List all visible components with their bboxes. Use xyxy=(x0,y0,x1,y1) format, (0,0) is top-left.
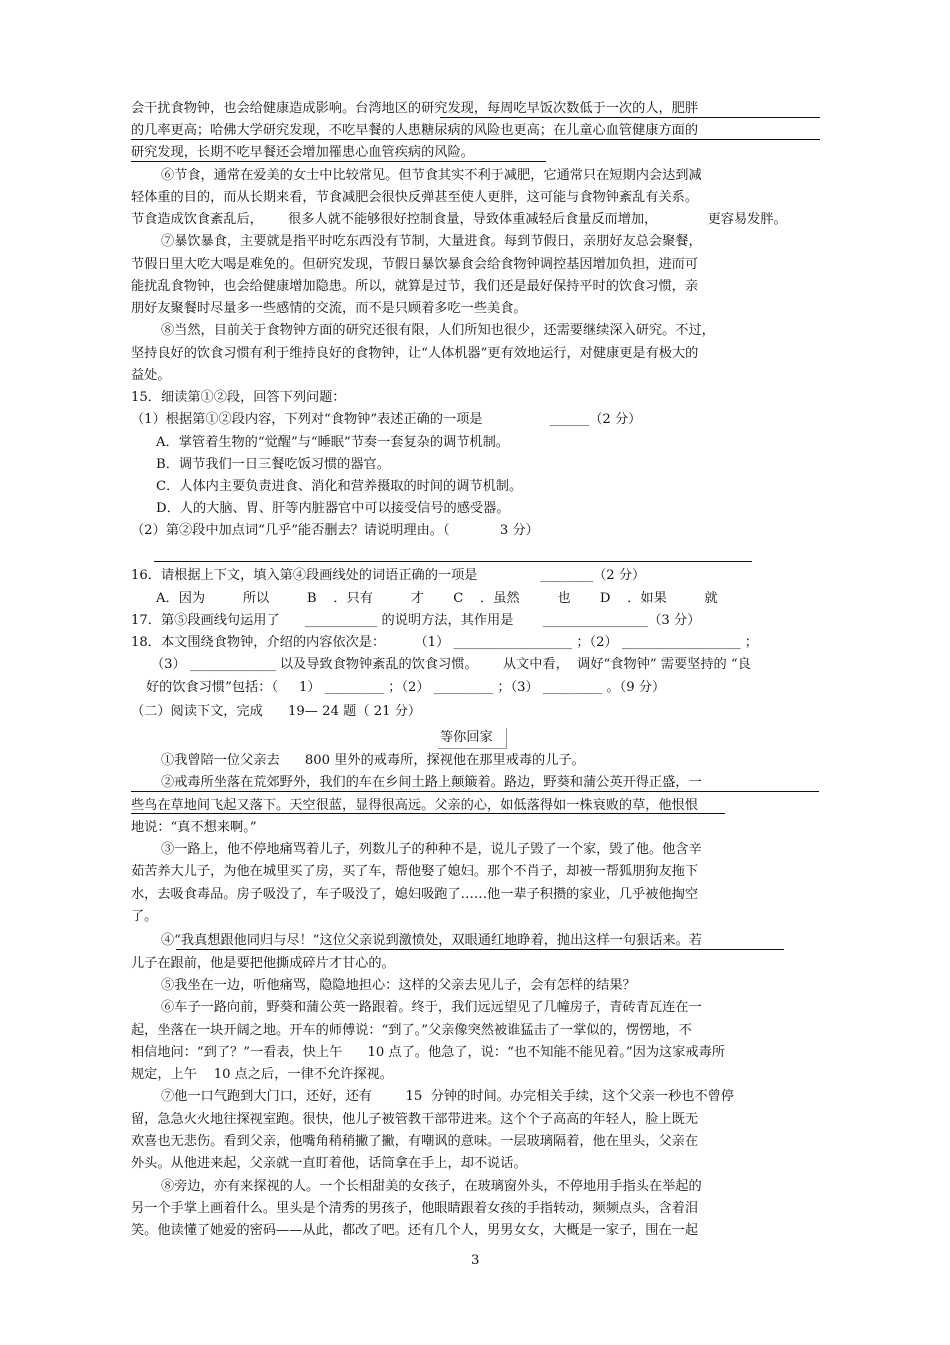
text-line: （1）根据第①②段内容，下列对“食物钟”表述正确的一项是 ______（2 分） xyxy=(131,412,642,427)
text-line: 另一个手掌上画着什么。里头是个清秀的男孩子，他眼睛跟着女孩的手指转动，频频点头，含着泪 xyxy=(131,1201,699,1216)
underline-rule xyxy=(440,117,820,118)
text-line: 外头。从他进来起，父亲就一直盯着他，话筒拿在手上，却不说话。 xyxy=(131,1156,527,1171)
text-line: 益处。 xyxy=(131,368,171,383)
text-line: 起，坐落在一块开阔之地。开车的师傅说：“到了。”父亲像突然被谁猛击了一掌似的，愣愣地，不 xyxy=(131,1023,692,1038)
text-line: ⑦暴饮暴食，主要就是指平时吃东西没有节制，大量进食。每到节假日，亲朋好友总会聚餐， xyxy=(161,234,702,249)
underline-rule xyxy=(131,791,819,792)
text-line: ③一路上，他不停地痛骂着儿子，列数儿子的种种不是，说儿子毁了一个家，毁了他。他含辛 xyxy=(161,842,702,857)
text-line: ②戒毒所坐落在荒郊野外，我们的车在乡间土路上颠簸着。路边，野葵和蒲公英开得正盛，一 xyxy=(161,775,702,790)
text-line: 18．本文围绕食物钟，介绍的内容依次是： （1） __________________ ；（2） __________________ ； xyxy=(131,635,758,650)
text-line: 研究发现，长期不吃早餐还会增加罹患心血管疾病的风险。 xyxy=(131,145,474,160)
text-line: 茹苦养大儿子，为他在城里买了房，买了车，帮他娶了媳妇。那个不肖子，却被一帮狐朋狗友拖下 xyxy=(131,864,699,879)
text-line: 些鸟在草地间飞起又落下。天空很蓝，显得很高远。父亲的心，如低落得如一株衰败的草，他恨恨 xyxy=(131,798,699,813)
underline-rule xyxy=(154,561,752,562)
text-line: 朋好友聚餐时尽量多一些感情的交流，而不是只顾着多吃一些美食。 xyxy=(131,301,527,316)
text-line: 的几率更高；哈佛大学研究发现，不吃早餐的人患糖尿病的风险也更高；在儿童心血管健康方面的 xyxy=(131,123,699,138)
text-line: 相信地问：“到了？”一看表，快上午 10 点了。他急了，说：“也不知能不能见着。”因为这家戒毒所 xyxy=(131,1045,725,1060)
title-box-border xyxy=(438,728,507,749)
text-line: 节假日里大吃大喝是难免的。但研究发现，节假日暴饮暴食会给食物钟调控基因增加负担，进而可 xyxy=(131,257,699,272)
text-line: 17．第⑤段画线句运用了 ___________ 的说明方法，其作用是 ________________（3 分） xyxy=(131,613,701,628)
text-line: 欢喜也无悲伤。看到父亲，他嘴角稍稍撇了撇，有嘲讽的意味。一层玻璃隔着，他在里头，父亲在 xyxy=(131,1134,699,1149)
text-line: A．因为 所以 B ．只有 才 C ．虽然 也 D ．如果 就 xyxy=(156,591,718,606)
text-line: ⑥节食，通常在爱美的女士中比较常见。但节食其实不利于减肥，它通常只在短期内会达到减 xyxy=(161,168,702,183)
text-line: （3） _____________ 以及导致食物钟紊乱的饮食习惯。 从文中看， 调好“食物钟” 需要坚持的 “良 xyxy=(151,657,751,672)
text-line: A．掌管着生物的“觉醒”与“睡眠”节奏一套复杂的调节机制。 xyxy=(156,435,509,450)
underline-rule xyxy=(131,813,725,814)
text-line: 等你回家 xyxy=(440,730,493,745)
text-line: ⑧旁边，亦有来探视的人。一个长相甜美的女孩子，在玻璃窗外头，不停地用手指头在举起的 xyxy=(161,1179,702,1194)
text-line: 轻体重的目的，而从长期来看，节食减肥会很快反弹甚至使人更胖，这可能与食物钟紊乱有关系。 xyxy=(131,190,699,205)
text-line: 笑。他读懂了她爱的密码——从此，都改了吧。还有几个人，男男女女，大概是一家子，围在一起 xyxy=(131,1223,699,1238)
text-line: 能扰乱食物钟，也会给健康增加隐患。所以，就算是过节，我们还是最好保持平时的饮食习惯，亲 xyxy=(131,279,699,294)
text-line: ⑧当然，目前关于食物钟方面的研究还很有限，人们所知也很少，还需要继续深入研究。不过， xyxy=(161,323,715,338)
text-line: 地说：“真不想来啊。” xyxy=(131,820,257,835)
text-line: D．人的大脑、胃、肝等内脏器官中可以接受信号的感受器。 xyxy=(156,501,510,516)
text-line: ⑦他一口气跑到大门口，还好，还有 15 分钟的时间。办完相关手续，这个父亲一秒也不曾停 xyxy=(161,1089,735,1104)
text-line: 节食造成饮食紊乱后， 很多人就不能够很好控制食量，导致体重减轻后食量反而增加， 更容易发胖。 xyxy=(131,212,787,227)
underline-rule xyxy=(176,949,784,950)
text-line: 坚持良好的饮食习惯有利于维持良好的食物钟，让“人体机器”更有效地运行，对健康更是有极大的 xyxy=(131,346,699,361)
text-line: 15．细读第①②段，回答下列问题： xyxy=(131,390,346,405)
underline-rule xyxy=(131,139,820,140)
text-line: ⑥车子一路向前，野葵和蒲公英一路跟着。终于，我们远远望见了几幢房子，青砖青瓦连在一 xyxy=(161,1000,702,1015)
text-line: ①我曾陪一位父亲去 800 里外的戒毒所，探视他在那里戒毒的儿子。 xyxy=(161,753,585,768)
text-line: 了。 xyxy=(131,909,158,924)
text-line: 留，急急火火地往探视室跑。很快，他儿子被管教干部带进来。这个个子高高的年轻人，脸上既无 xyxy=(131,1112,699,1127)
text-line: 规定，上午 10 点之后，一律不允许探视。 xyxy=(131,1067,393,1082)
page-number: 3 xyxy=(471,1253,480,1268)
text-line: 好的饮食习惯”包括：（ 1） _________ ；（2） _________ ；（3） _________ 。（9 分） xyxy=(146,680,666,695)
text-line: （二）阅读下文，完成 19— 24 题（ 21 分） xyxy=(131,704,422,719)
text-line: （2）第②段中加点词“几乎”能否删去？请说明理由。（ 3 分） xyxy=(131,523,539,538)
text-line: ⑤我坐在一边，听他痛骂，隐隐地担心：这样的父亲去见儿子，会有怎样的结果？ xyxy=(161,978,636,993)
text-line: C．人体内主要负责进食、消化和营养摄取的时间的调节机制。 xyxy=(156,479,523,494)
text-line: 儿子在跟前，他是要把他撕成碎片才甘心的。 xyxy=(131,956,395,971)
text-line: ④“我真想跟他同归与尽！”这位父亲说到激愤处，双眼通红地睁着，抛出这样一句狠话来。若 xyxy=(161,933,702,948)
text-line: B．调节我们一日三餐吃饭习惯的器官。 xyxy=(156,457,390,472)
underline-rule xyxy=(131,161,546,162)
text-line: 16．请根据上下文，填入第④段画线处的词语正确的一项是 ________（2 分） xyxy=(131,568,646,583)
text-line: 水，去吸食毒品。房子吸没了，车子吸没了，媳妇吸跑了……他一辈子积攒的家业，几乎被他掏空 xyxy=(131,887,699,902)
text-line: 会干扰食物钟，也会给健康造成影响。台湾地区的研究发现，每周吃早饭次数低于一次的人，肥胖 xyxy=(131,101,699,116)
